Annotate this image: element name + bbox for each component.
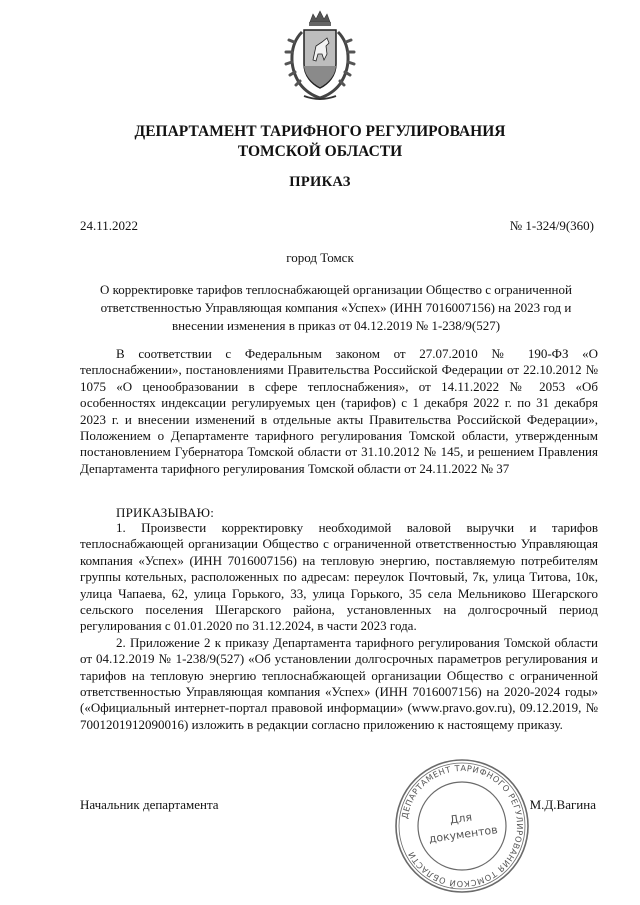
document-type-title: ПРИКАЗ bbox=[289, 174, 351, 190]
department-title-line1: ДЕПАРТАМЕНТ ТАРИФНОГО РЕГУЛИРОВАНИЯ bbox=[134, 123, 506, 140]
department-title bbox=[0, 122, 640, 162]
official-stamp bbox=[392, 756, 532, 896]
signer-position: Начальник департамента bbox=[80, 797, 219, 812]
stamp-center-line1: Для bbox=[449, 810, 473, 827]
order-items bbox=[80, 520, 598, 733]
stamp-center-line2: документов bbox=[427, 823, 499, 846]
order-number: № 1-324/9(360) bbox=[509, 218, 594, 233]
order-subject: О корректировке тарифов теплоснабжающей организации Общество с ограниченной ответственностью Управляющая компания «Успех» (ИНН 7016007156) на 2023 год и внесении изменения в приказ от 04.12.2019 № 1-238/9(527) bbox=[100, 282, 572, 333]
signer-name: М.Д.Вагина bbox=[529, 797, 596, 812]
prikazyvayu-heading: ПРИКАЗЫВАЮ: bbox=[116, 505, 215, 520]
stamp-ring-text: ДЕПАРТАМЕНТ ТАРИФНОГО РЕГУЛИРОВАНИЯ ТОМСКОЙ ОБЛАСТИ bbox=[399, 762, 526, 890]
order-date: 24.11.2022 bbox=[80, 218, 139, 233]
order-item-2: 2. Приложение 2 к приказу Департамента тарифного регулирования Томской области от 04.12.2019 № 1-238/9(527) «Об установлении долгосрочных параметров регулирования и тарифов на тепловую энергию теплоснабжающей организации Общество с ограниченной ответственностью Управляющая компания «Успех» (ИНН 7016007156) на 2020-2024 годы» («Официальный интернет-портал правовой информации» (www.pravo.gov.ru), 09.12.2019, № 7001201912090016) изложить в редакции согласно приложению к настоящему приказу. bbox=[80, 634, 598, 732]
order-item-1: 1. Произвести корректировку необходимой валовой выручки и тарифов теплоснабжающей организации Общество с ограниченной ответственностью Управляющая компания «Успех» (ИНН 7016007156) на тепловую энергию, поставляемую потребителям группы котельных, расположенных по адресам: переулок Почтовый, 7к, улица Титова, 10к, улица Чапаева, 62, улица Горького, 33, улица Горького, 35 села Мельниково Шегарского сельского поселения Шегарского района, установленных на долгосрочный период регулирования с 01.01.2020 по 31.12.2024, в части 2023 года. bbox=[80, 520, 598, 634]
department-title-line2: ТОМСКОЙ ОБЛАСТИ bbox=[237, 143, 403, 160]
preamble-paragraph: В соответствии с Федеральным законом от 27.07.2010 № 190-ФЗ «О теплоснабжении», постановлениями Правительства Российской Федерации от 22.10.2012 № 1075 «О ценообразовании в сфере теплоснабжения», от 14.11.2022 № 2053 «Об особенностях индексации регулируемых цен (тарифов) с 1 декабря 2022 г. по 31 декабря 2023 г. и внесении изменений в отдельные акты Правительства Российской Федерации», Положением о Департаменте тарифного регулирования Томской области, утвержденным постановлением Губернатора Томской области от 31.10.2012 № 145, и решением Правления Департамента тарифного регулирования Томской области от 24.11.2022 № 37 bbox=[80, 346, 598, 476]
coat-of-arms-emblem bbox=[280, 8, 360, 104]
order-city: город Томск bbox=[286, 250, 354, 265]
